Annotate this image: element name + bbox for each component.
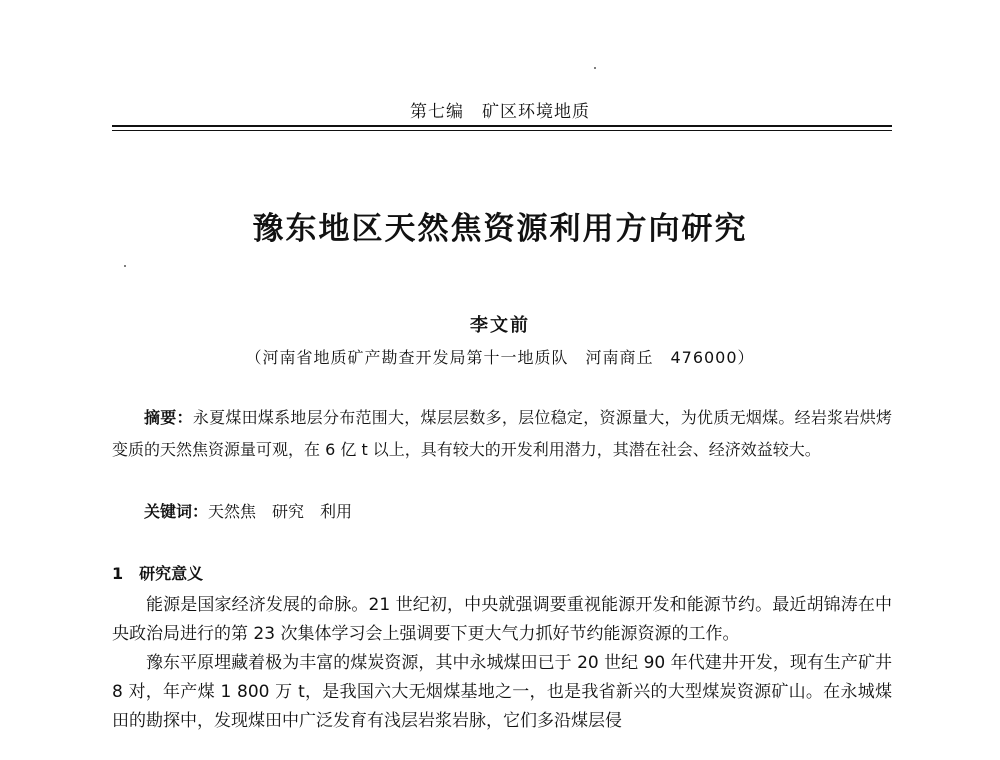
abstract-text: 永夏煤田煤系地层分布范围大，煤层层数多，层位稳定，资源量大，为优质无烟煤。经岩浆岩烘烤变质的天然焦资源量可观，在 6 亿 t 以上，具有较大的开发利用潜力，其潜在社会、经济效益较大。 bbox=[112, 408, 892, 459]
keywords-label: 关键词： bbox=[144, 502, 209, 521]
body-paragraph: 能源是国家经济发展的命脉。21 世纪初，中央就强调要重视能源开发和能源节约。最近胡锦涛在中央政治局进行的第 23 次集体学习会上强调要下更大气力抓好节约能源资源的工作。 bbox=[112, 595, 892, 644]
keywords-text: 天然焦 研究 利用 bbox=[208, 502, 353, 521]
section-heading: 1 研究意义 bbox=[112, 564, 204, 583]
scan-speck bbox=[124, 265, 126, 267]
running-header: 第七编 矿区环境地质 bbox=[410, 102, 590, 122]
abstract bbox=[112, 402, 892, 465]
header-rule-thick bbox=[112, 125, 892, 127]
section-body bbox=[112, 591, 892, 736]
author-name: 李文前 bbox=[470, 315, 530, 336]
article-title: 豫东地区天然焦资源利用方向研究 bbox=[252, 211, 748, 247]
body-paragraph: 豫东平原埋藏着极为丰富的煤炭资源，其中永城煤田已于 20 世纪 90 年代建井开发，现有生产矿井 8 对，年产煤 1 800 万 t，是我国六大无烟煤基地之一，也是我省新兴的大型煤炭资源矿山。在永城煤田的勘探中，发现煤田中广泛发育有浅层岩浆岩脉，它们多沿煤层侵 bbox=[112, 653, 892, 731]
scan-speck bbox=[594, 67, 596, 69]
keywords bbox=[112, 497, 892, 527]
header-rule-thin bbox=[112, 130, 892, 131]
author-affiliation: （河南省地质矿产勘查开发局第十一地质队 河南商丘 476000） bbox=[245, 348, 755, 367]
abstract-label: 摘要： bbox=[144, 408, 193, 427]
